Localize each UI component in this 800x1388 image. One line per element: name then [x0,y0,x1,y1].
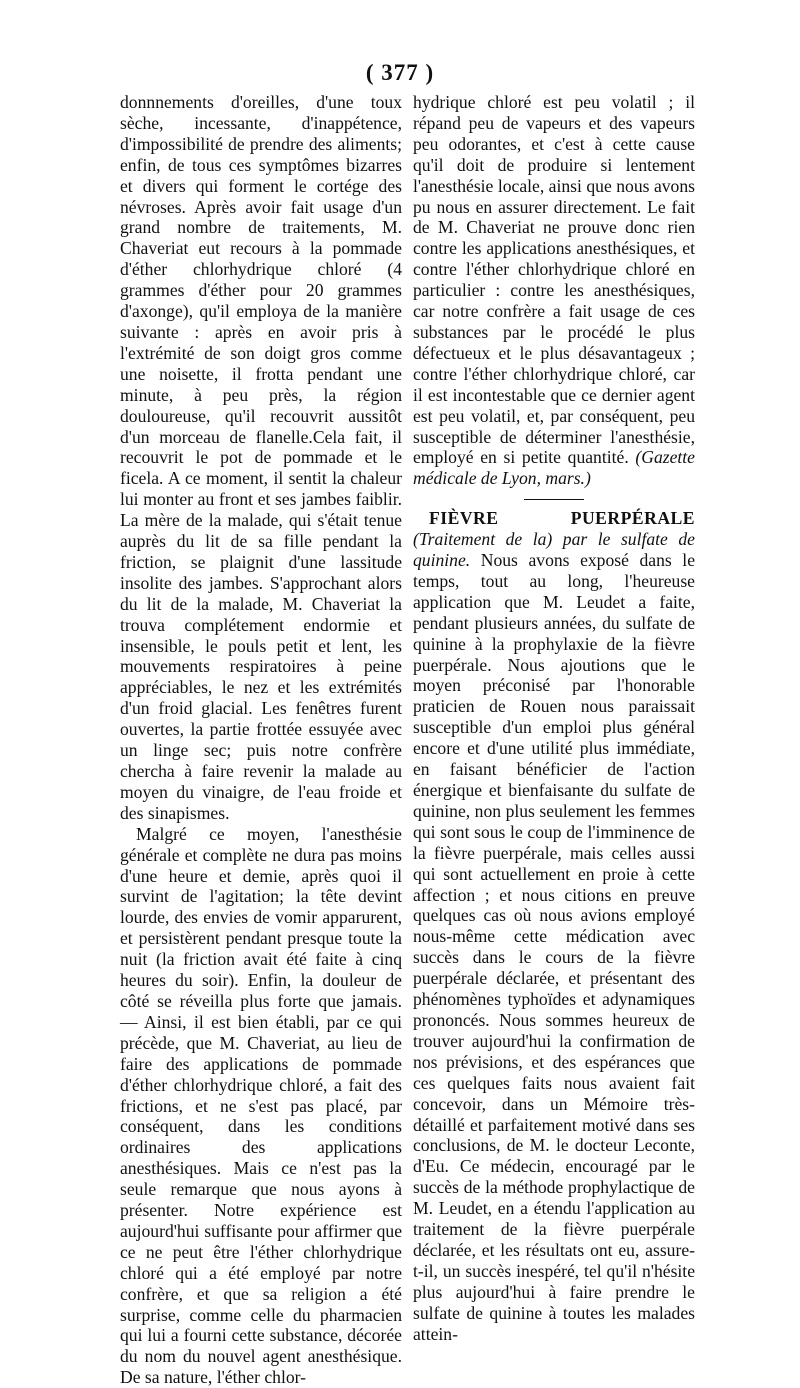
left-column [120,92,402,1388]
section-heading: FIÈVRE PUERPÉRALE [429,508,695,529]
section-subheading: (Traitement de la) par le sulfate de quinine. [413,529,695,571]
section-paragraph [413,508,695,1344]
paragraph-text: Nous avons exposé dans le temps, tout au long, l'heureuse application que M. Leudet a faite, pendant plusieurs années, du sulfate de quinine à la prophylaxie de la fièvre puerpérale. Nous ajoutions que le moyen préconisé par l'honorable praticien de Rouen nous paraissait susceptible d'un emploi plus général encore et d'une utilité plus immédiate, en faisant bénéficier de l'action énergique et bienfaisante du sulfate de quinine, non plus seulement les femmes qui sont sous le coup de l'imminence de la fièvre puerpérale, mais celles aussi qui sont actuellement en proie à cette affection ; et nous citions en preuve quelques cas où nous avions employé nous-même cette médication avec succès dans le cours de la fièvre puerpérale déclarée, et présentant des phénomènes typhoïdes et adynamiques prononcés. Nous sommes heureux de trouver aujourd'hui la confirmation de nos prévisions, et des espérances que ces quelques faits nous avaient fait concevoir, dans un Mémoire très-détaillé et parfaitement motivé dans ses conclusions, de M. le docteur Leconte, d'Eu. Ce médecin, encouragé par le succès de la méthode prophylactique de M. Leudet, en a étendu l'application au traitement de la fièvre puerpérale déclarée, et les résultats ont eu, assure-t-il, un succès inespéré, tel qu'il n'hésite plus aujourd'hui à faire prendre le sulfate de quinine à toutes les malades attein- [413,550,696,1344]
paragraph: Malgré ce moyen, l'anesthésie générale et complète ne dura pas moins d'une heure et demie, après quoi il survint de l'agitation; la tête devint lourde, des envies de vomir apparurent, et persistèrent pendant presque toute la nuit (la friction avait été faite à cinq heures du soir). Enfin, la douleur de côté se réveilla plus forte que jamais. — Ainsi, il est bien établi, par ce qui précède, que M. Chaveriat, au lieu de faire des applications de pommade d'éther chlorhydrique chloré, a fait des frictions, et ne s'est pas placé, par conséquent, dans les conditions ordinaires des applications anesthésiques. Mais ce n'est pas la seule remarque que nous ayons à présenter. Notre expérience est aujourd'hui suffisante pour affirmer que ce ne peut être l'éther chlorhydrique chloré qui a été employé par notre confrère, et que sa religion a été surprise, comme celle du pharmacien qui lui a fourni cette substance, décorée du nom du nouvel agent anesthésique. De sa nature, l'éther chlor- [120,823,402,1388]
citation: (Gazette médicale de Lyon, mars.) [413,447,695,489]
section-divider [524,499,584,500]
paragraph [413,92,695,489]
right-column [413,92,695,1344]
paragraph: donnnements d'oreilles, d'une toux sèche, incessante, d'inappétence, d'impossibilité de prendre des aliments; enfin, de tous ces symptômes bizarres et divers qui forment le cortége des névroses. Après avoir fait usage d'un grand nombre de traitements, M. Chaveriat eut recours à la pommade d'éther chlorhydrique chloré (4 grammes d'éther pour 20 grammes d'axonge), qu'il employa de la manière suivante : après en avoir pris à l'extrémité de son doigt gros comme une noisette, il frotta pendant une minute, à peu près, la région douloureuse, qu'il recouvrit aussitôt d'un morceau de flanelle.Cela fait, il recouvrit le pot de pommade et le ficela. A ce moment, il sentit la chaleur lui monter au front et ses jambes faiblir. La mère de la malade, qui s'était tenue auprès du lit de sa fille pendant la friction, se plaignit d'une lassitude insolite des jambes. S'approchant alors du lit de la malade, M. Chaveriat la trouva complétement endormie et insensible, le pouls petit et lent, les mouvements respiratoires à peine appréciables, le nez et les extrémités d'un froid glacial. Les fenêtres furent ouvertes, la partie frottée essuyée avec un linge sec; puis notre confrère chercha à faire revenir la malade au moyen du vinaigre, de l'eau froide et des sinapismes. [120,92,402,823]
page-number: ( 377 ) [365,60,435,85]
paragraph-text: hydrique chloré est peu volatil ; il répand peu de vapeurs et des vapeurs peu odorantes, et c'est à cette cause qu'il doit de produire si lentement l'anesthésie locale, ainsi que nous avons pu nous en assurer directement. Le fait de M. Chaveriat ne prouve donc rien contre les applications anesthésiques, et contre l'éther chlorhydrique chloré en particulier : contre les anesthésiques, car notre confrère a fait usage de ces substances par le procédé le plus défectueux et le plus désavantageux ; contre l'éther chlorhydrique chloré, car il est incontestable que ce dernier agent est peu volatil, et, par conséquent, peu susceptible de déterminer l'anesthésie, employé en si petite quantité. [413,92,695,468]
